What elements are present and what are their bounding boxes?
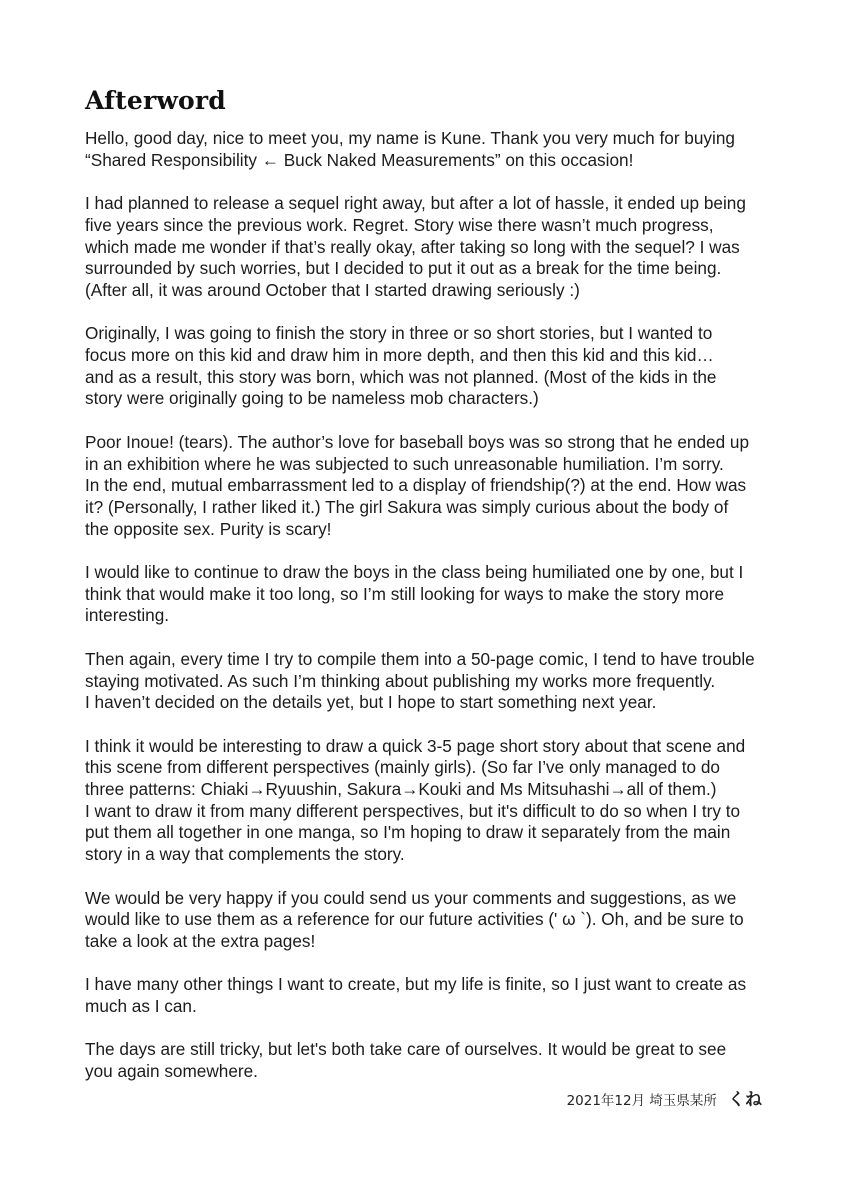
text-line: Hello, good day, nice to meet you, my name is Kune. Thank you very much for buying xyxy=(85,128,735,148)
text-line: think that would make it too long, so I’m still looking for ways to make the story more xyxy=(85,583,725,604)
signature-author: くね xyxy=(728,1090,762,1110)
text-line: this scene from different perspectives (mainly girls). (So far I’ve only managed to do xyxy=(85,757,720,778)
text-line: Originally, I was going to finish the story in three or so short stories, but I wanted to xyxy=(85,323,713,344)
paragraph xyxy=(85,974,785,1017)
text-line: three patterns: Chiaki→Ryuushin, Sakura→Kouki and Ms Mitsuhashi→all of them.) xyxy=(85,779,717,799)
text-line: In the end, mutual embarrassment led to a display of friendship(?) at the end. How was xyxy=(85,475,747,496)
paragraph xyxy=(85,193,785,302)
text-line: Then again, every time I try to compile them into a 50-page comic, I tend to have trouble xyxy=(85,648,755,669)
text-line: (After all, it was around October that I started drawing seriously :) xyxy=(85,279,580,300)
text-line: We would be very happy if you could send us your comments and suggestions, as we xyxy=(85,887,737,908)
text-line: in an exhibition where he was subjected to such unreasonable humiliation. I’m sorry. xyxy=(85,453,724,474)
text-line: would like to use them as a reference for our future activities (' ω `). Oh, and be sure to xyxy=(85,909,744,930)
paragraph xyxy=(85,736,785,866)
paragraph xyxy=(85,649,785,714)
text-line: you again somewhere. xyxy=(85,1061,258,1082)
text-line: story were originally going to be nameless mob characters.) xyxy=(85,388,539,409)
text-line: five years since the previous work. Regret. Story wise there wasn’t much progress, xyxy=(85,214,714,235)
text-line: interesting. xyxy=(85,605,170,626)
text-line: I want to draw it from many different perspectives, but it's difficult to do so when I try to xyxy=(85,800,741,821)
paragraph xyxy=(85,128,785,171)
paragraph xyxy=(85,888,785,953)
paragraph xyxy=(85,432,785,541)
text-line: focus more on this kid and draw him in more depth, and then this kid and this kid… xyxy=(85,345,714,365)
text-line: I would like to continue to draw the boys in the class being humiliated one by one, but I xyxy=(85,562,744,582)
text-line: I have many other things I want to create, but my life is finite, so I just want to create as xyxy=(85,974,747,995)
text-line: which made me wonder if that’s really okay, after taking so long with the sequel? I was xyxy=(85,236,740,257)
text-line: much as I can. xyxy=(85,996,197,1016)
text-line: story in a way that complements the story. xyxy=(85,844,405,865)
text-line: and as a result, this story was born, which was not planned. (Most of the kids in the xyxy=(85,366,717,387)
paragraph xyxy=(85,562,785,627)
text-line: I had planned to release a sequel right away, but after a lot of hassle, it ended up being xyxy=(85,193,746,214)
text-line: surrounded by such worries, but I decided to put it out as a break for the time being. xyxy=(85,258,722,279)
signature xyxy=(567,1085,762,1110)
text-line: I think it would be interesting to draw a quick 3-5 page short story about that scene and xyxy=(85,735,746,756)
paragraph xyxy=(85,323,785,410)
signature-date-place: 2021年12月 埼玉県某所 xyxy=(566,1093,717,1109)
text-line: staying motivated. As such I’m thinking about publishing my works more frequently. xyxy=(85,670,716,691)
text-line: the opposite sex. Purity is scary! xyxy=(85,518,332,539)
paragraph xyxy=(85,1039,785,1082)
text-line: it? (Personally, I rather liked it.) The girl Sakura was simply curious about the body of xyxy=(85,496,729,517)
text-line: put them all together in one manga, so I'm hoping to draw it separately from the main xyxy=(85,822,731,843)
text-line: I haven’t decided on the details yet, but I hope to start something next year. xyxy=(85,692,657,713)
text-line: “Shared Responsibility ← Buck Naked Measurements” on this occasion! xyxy=(85,149,634,170)
afterword-body xyxy=(85,128,785,1104)
text-line: Poor Inoue! (tears). The author’s love for baseball boys was so strong that he ended up xyxy=(85,431,750,452)
text-line: take a look at the extra pages! xyxy=(85,930,316,951)
page-title: Afterword xyxy=(85,86,226,115)
text-line: The days are still tricky, but let's both take care of ourselves. It would be great to see xyxy=(85,1039,727,1060)
